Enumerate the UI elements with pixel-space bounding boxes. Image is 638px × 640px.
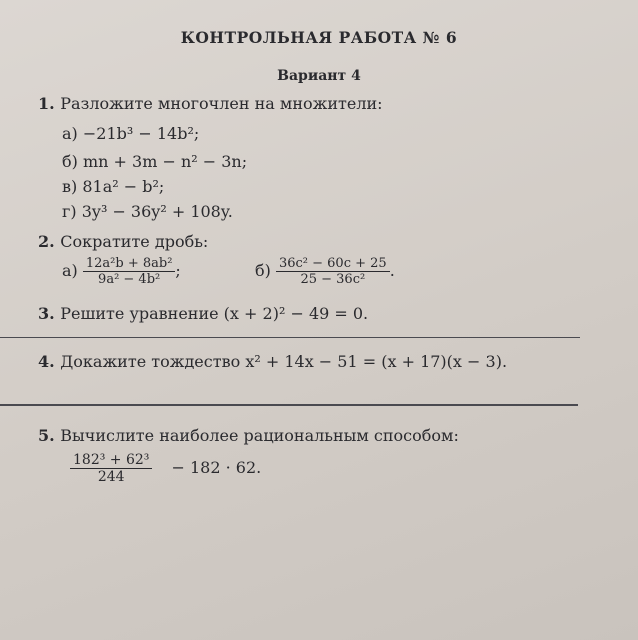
item-label: б) [62,152,78,171]
fraction-numerator: 182³ + 62³ [70,452,152,469]
divider-line [0,337,580,338]
variant-heading: Вариант 4 [277,68,361,84]
item-label: б) [255,261,271,280]
item-end: ; [175,261,181,280]
task-text: Докажите тождество x² + 14x − 51 = (x + 17)(x − 3). [60,352,508,371]
item-expression: mn + 3m − n² − 3n; [82,152,248,171]
task-number: 3. [38,304,55,323]
divider-line [0,404,578,406]
task-1-item-a [62,124,199,143]
task-number: 1. [38,94,55,113]
item-expression: −21b³ − 14b²; [82,124,200,143]
task-1 [38,94,383,113]
fraction [70,452,152,485]
task-2 [38,232,208,251]
item-end: . [389,261,395,280]
expression-tail: − 182 · 62. [171,458,262,477]
item-label: а) [62,124,78,143]
task-text: Разложите многочлен на множители: [60,94,383,113]
task-1-item-b [62,152,247,171]
task-text: Решите уравнение (x + 2)² − 49 = 0. [60,304,369,323]
fraction-denominator: 9a² − 4b² [98,272,161,287]
task-3 [38,304,368,323]
fraction-numerator: 36c² − 60c + 25 [276,256,390,272]
task-number: 2. [38,232,55,251]
task-1-item-c [62,177,164,196]
fraction-numerator: 12a²b + 8ab² [83,256,176,272]
item-expression: 81a² − b²; [82,177,165,196]
page-title: КОНТРОЛЬНАЯ РАБОТА № 6 [180,28,458,47]
task-5-expression [70,452,261,485]
item-label: в) [62,177,78,196]
task-2-item-a [62,256,181,287]
fraction [83,256,176,287]
task-number: 5. [38,426,55,445]
task-text: Вычислите наиболее рациональным способом: [60,426,459,445]
task-2-item-b [255,256,395,287]
task-text: Сократите дробь: [60,232,209,251]
task-5 [38,426,459,445]
item-expression: 3y³ − 36y² + 108y. [81,202,233,221]
item-label: г) [62,202,77,221]
fraction-denominator: 244 [97,469,125,485]
task-1-item-d [62,202,233,221]
item-label: а) [62,261,78,280]
fraction [276,256,390,287]
fraction-denominator: 25 − 36c² [300,272,366,287]
task-4 [38,352,507,371]
task-number: 4. [38,352,55,371]
